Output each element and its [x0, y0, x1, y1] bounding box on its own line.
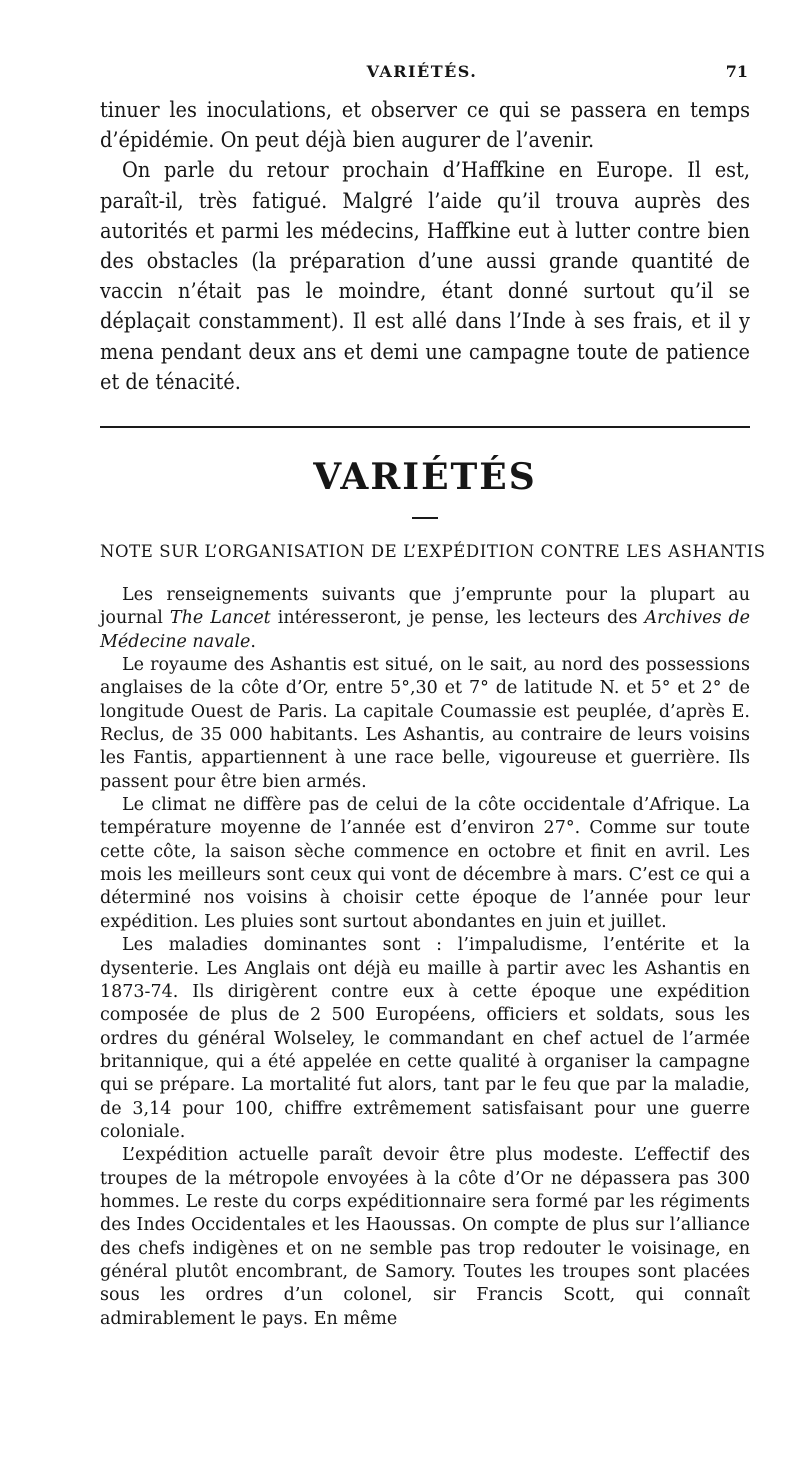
running-header-title: VARIÉTÉS.	[366, 62, 478, 81]
article-paragraph	[100, 584, 750, 654]
intro-text: Les renseignements suivants que j’emprunte pour la plupart au journal	[100, 585, 750, 629]
continuation-paragraph: tinuer les inoculations, et observer ce qui se passera en temps d’épidémie. On peut déjà bien augurer de l’avenir.	[100, 98, 750, 154]
journal-title-lancet: The Lancet	[169, 608, 271, 629]
running-header	[96, 62, 748, 86]
section-divider-rule	[100, 426, 750, 428]
article-paragraph: Le climat ne diffère pas de celui de la côte occidentale d’Afrique. La température moyenne de l’année est d’environ 27°. Comme sur toute cette côte, la saison sèche commence en octobre et finit en avril. Les mois les meilleurs sont ceux qui vont de décembre à mars. C’est ce qui a déterminé nos voisins à choisir cette époque de l’année pour leur expédition. Les pluies sont surtout abondantes en juin et juillet.	[100, 795, 750, 932]
intro-text: intéresseront, je pense, les lecteurs des	[270, 608, 645, 629]
article-paragraph: Le royaume des Ashantis est situé, on le sait, au nord des possessions anglaises de la côte d’Or, entre 5°,30 et 7° de latitude N. et 5° et 2° de longitude Ouest de Paris. La capitale Coumassie est peuplée, d’après E. Reclus, de 35 000 habitants. Les Ashantis, au contraire de leurs voisins les Fantis, appartiennent à une race belle, vigoureuse et guerrière. Ils passent pour être bien armés.	[100, 655, 750, 792]
article-paragraph: Les maladies dominantes sont : l’impaludisme, l’entérite et la dysenterie. Les Anglais ont déjà eu maille à partir avec les Ashantis en 1873-74. Ils dirigèrent contre eux à cette époque une expédition composée de plus de 2 500 Européens, officiers et soldats, sous les ordres du général Wolseley, le commandant en chef actuel de l’armée britannique, qui a été appelée en cette qualité à organiser la campagne qui se prépare. La mortalité fut alors, tant par le feu que par la maladie, de 3,14 pour 100, chiffre extrêmement satisfaisant pour une guerre coloniale.	[100, 935, 750, 1142]
page-number: 71	[725, 62, 748, 81]
journal-title-archives: Archives de Médecine navale	[100, 608, 751, 652]
continuation-paragraph: On parle du retour prochain d’Haffkine en Europe. Il est, paraît-il, très fatigué. Malgré l’aide qu’il trouva auprès des autorités et parmi les médecins, Haffkine eut à lutter contre bien des obstacles (la préparation d’une aussi grande quantité de vaccin n’était pas le moindre, étant donné surtout qu’il se déplaçait constamment). Il est allé dans l’Inde à ses frais, et il y mena pendant deux ans et demi une campagne toute de patience et de ténacité.	[100, 158, 750, 395]
section-title: VARIÉTÉS	[313, 456, 537, 498]
article-body	[100, 584, 750, 1331]
intro-text: .	[250, 631, 256, 652]
previous-article-continuation	[100, 96, 750, 398]
title-dash	[412, 517, 438, 519]
article-title: NOTE SUR L’ORGANISATION DE L’EXPÉDITION CONTRE LES ASHANTIS	[100, 542, 766, 561]
article-paragraph: L’expédition actuelle paraît devoir être plus modeste. L’effectif des troupes de la métropole envoyées à la côte d’Or ne dépassera pas 300 hommes. Le reste du corps expéditionnaire sera formé par les régiments des Indes Occidentales et les Haoussas. On compte de plus sur l’alliance des chefs indigènes et on ne semble pas trop redouter le voisinage, en général plutôt encombrant, de Samory. Toutes les troupes sont placées sous les ordres d’un colonel, sir Francis Scott, qui connaît admirablement le pays. En même	[100, 1145, 750, 1329]
